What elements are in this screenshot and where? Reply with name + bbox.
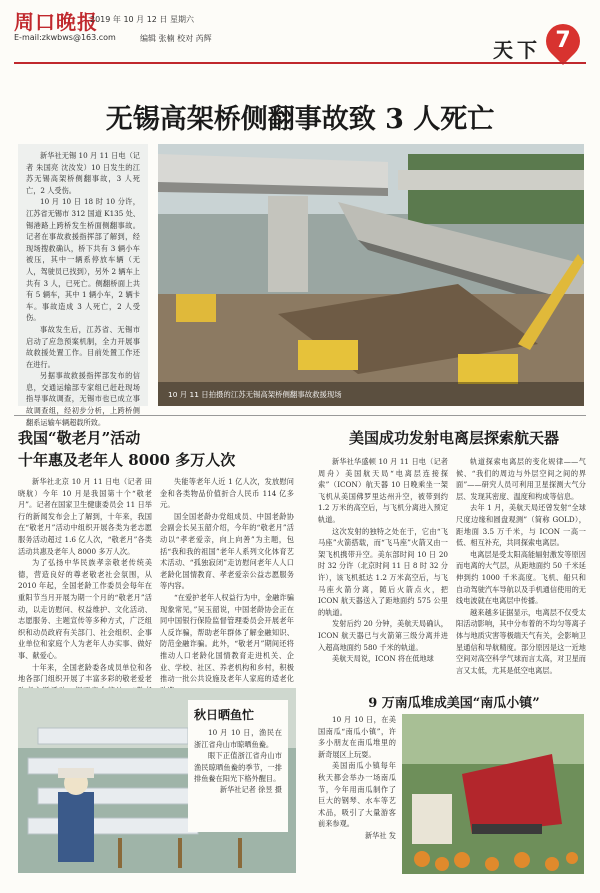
masthead-date: 2019 年 10 月 12 日 星期六: [90, 15, 194, 24]
elders-headline-2: 十年惠及老年人 8000 多万人次: [18, 451, 236, 469]
lead-paragraph: 另据事故救援指挥部发布的信息，交通运输部专家组已赶赴现场指导事故调查，无锡市也已成立事故调查组，经初步分析，上跨桥侧翻系运输车辆超载所致。: [26, 371, 140, 427]
masthead-rule: [14, 62, 586, 64]
page-number: 7: [555, 28, 571, 53]
elders-headline-1: 我国“敬老月”活动: [18, 429, 141, 447]
section-divider: [14, 415, 586, 416]
pumpkin-paragraph: 美国南瓜小镇每年秋天都会举办一场南瓜节，今年用南瓜制作了巨大的钢琴、水车等艺术品，吸引了大量游客前来参观。: [318, 761, 396, 829]
pumpkin-text: [318, 714, 396, 874]
elders-paragraph: 为了弘扬中华民族孝亲敬老传统美德，营造良好的尊老敬老社会氛围，从 2010 年起，全国老龄工作委员会每年在重阳节当月开展为期一个月的“敬老月”活动，以走访慰问、权益维护、文化活动、志愿服务、主题宣传等多种方式，广泛组织和动员政府有关部门、社会组织、企事业单位和家庭个人为老年人办实事、做好事、献爱心。: [18, 558, 152, 660]
elders-paragraph: 国全国老龄办党组成员、中国老龄协会副会长吴玉韶介绍，今年的“敬老月”活动以“孝老爱亲，向上向善”为主题，包括“我和我的祖国”老年人系列文化体育艺术活动、“孤独寂闭”走访慰问老年人人口老龄化国情教育、孝老爱亲公益志愿服务等内容。: [160, 511, 294, 591]
lead-paragraph: 新华社无锡 10 月 11 日电（记者 朱国亮 沈汝发）10 日发生的江苏无锡高架桥侧翻事故，3 人死亡，2 人受伤。: [26, 151, 140, 195]
elders-paragraph: “在爱护老年人权益行为中，金融诈骗现象常见，”吴玉韶说，中国老龄协会正在同中国银行保险监督管理委员会开展老年人反诈骗，帮助老年群体了解金融知识、防范金融诈骗。此外，“敬老月”期间还将推动人口老龄化国情教育走进机关、企业、学校、社区、养老机构和乡村，积极推动一批公共设施及老年人家庭的适老化: [160, 592, 294, 684]
launch-paragraph: 去年 1 月，美航天局还曾发射“全球尺度边缘和圆盘观测”（简称 GOLD），距地面 3.5 万千米，与 ICON 一高一低、相互补充，共同探索电离层。: [456, 503, 586, 548]
elders-paragraph: 十年来，全国老龄委各成员单位和各地各部门组织开展了丰富多彩的敬老爱老: [18, 662, 152, 684]
launch-column-2: [456, 456, 586, 680]
masthead-editors: 编辑 张楠 校对 芮辉: [140, 34, 212, 43]
elders-column-2: [160, 476, 294, 684]
lead-paragraph: 事故发生后，江苏省、无锡市启动了应急预案机制，全力开展事故救援处置工作。目前处置工作还在进行。: [26, 324, 140, 369]
lead-headline: 无锡高架桥侧翻事故致 3 人死亡: [105, 104, 495, 135]
pumpkin-headline: 9 万南瓜堆成美国“南瓜小镇”: [368, 696, 540, 711]
launch-paragraph: 轨道探索电离层的变化规律——气候、“我们的周边与外层空间之间的界面”——研究人员可利用卫星探测大气分层、发现其密度、温度和构成等信息。: [456, 457, 586, 501]
masthead-logo: 周口晚报: [14, 10, 98, 34]
section-title: 天下: [493, 38, 541, 62]
bridge-collapse-photo: [158, 144, 584, 406]
launch-column-1: [318, 456, 448, 680]
launch-paragraph: 电离层是受太阳高能辐射激发等原因而电离的大气层，从距地面约 50 千米延伸到约 1000 千米高度。飞机、船只和自动驾驶汽车导航以及手机通信使用的无线电波就在电离层中传播。: [456, 549, 586, 606]
elders-paragraph: 新华社北京 10 月 11 日电（记者 田晓航）今年 10 月是我国第十个“敬老月”。记者在国家卫生健康委员会 11 日举行的新闻发布会上了解到，十年来，我国在“敬老月”活动中组织开展各类为老志愿服务活动超过 1.6 亿人次，“敬老月”各类活动共惠及老年人 8000 多万人次。: [18, 477, 152, 556]
launch-paragraph: 这次发射的独特之处在于，它由“飞马座”火箭搭载，而“飞马座”火箭又由一架飞机携带升空。美东部时间 10 日 20 时 32 分许（北京时间 11 日 8 时 32 分许），该飞机抵达 1.2 万米高空后，与飞马座火箭分离，随后火箭点火，把 ICON 航天器送入了距地面约 575 公里的轨道。: [318, 526, 448, 617]
lead-photo: [158, 144, 584, 406]
launch-paragraph: 新华社华盛顿 10 月 11 日电（记者 周舟）美国航天局“电离层连接探索”（ICON）航天器 10 日晚乘坐一架飞机从美国佛罗里达州升空，被带到约 1.2 万米的高空后，与飞机分离进入预定轨道。: [318, 457, 448, 524]
launch-paragraph: 美航天局说，ICON 将在低地球: [332, 654, 434, 664]
pumpkin-credit: 新华社 发: [364, 830, 396, 840]
pumpkin-paragraph: 10 月 10 日，在美国南瓜“南瓜小镇”，许多小朋友在南瓜堆里的新奇展区上玩耍。: [318, 715, 396, 759]
icon-launch-headline: 美国成功发射电离层探索航天器: [348, 429, 559, 447]
lead-paragraph: 10 月 10 日 18 时 10 分许，江苏省无锡市 312 国道 K135 处、锡港路上跨桥发生桥面侧翻事故。记者在事故救援指挥部了解到，经现场搜救确认，桥下共有 3 辆小车被压，其中一辆系停放车辆（无人，驾驶员已找到），另外 2 辆车上共有 3 人，已死亡。侧翻桥面上共有 5 辆车，其中 1 辆小车，2 辆卡车。事故造成 3 人死亡，2 人受伤。: [26, 197, 140, 323]
pumpkin-piano-photo: [402, 714, 584, 874]
pumpkin-photo: [402, 714, 584, 874]
masthead-email: E-mail:zkwbws@163.com: [14, 33, 116, 42]
elders-paragraph: 失能等老年人近 1 亿人次，发放慰问金和各类物品价值折合人民币 114 亿多元。: [160, 477, 294, 510]
fish-text: [194, 727, 282, 785]
fish-text-box: [188, 700, 288, 832]
fish-credit: 新华社记者 徐昱 摄: [219, 784, 282, 794]
launch-paragraph: 越来越多证据显示，电离层不仅受太阳活动影响，其中分布着的不均匀等离子体与地质灾害等极端天气有关，会影响卫星通信和导航精度。部分原因是这一近地空间对高空科学气球而言太高，对卫星而言又太低，尤其是低空电离层。: [456, 607, 586, 675]
elders-column-1: [18, 476, 152, 684]
lead-article: [18, 144, 148, 427]
fish-paragraph: 10 月 10 日，渔民在浙江省舟山市晾晒鱼鲞。: [194, 728, 282, 749]
launch-paragraph: 发射后约 20 分钟，美航天局确认，ICON 航天器已与火箭第三级分离并进入超高地面约 580 千米的轨道。: [318, 619, 448, 652]
lead-photo-caption: 10 月 11 日拍摄的江苏无锡高架桥侧翻事故救援现场: [168, 390, 342, 399]
fish-paragraph: 眼下正值浙江省舟山市渔民晾晒鱼鲞的季节，一排排鱼鲞在阳光下格外醒目。: [194, 751, 282, 784]
fish-headline: 秋日晒鱼忙: [194, 708, 255, 722]
